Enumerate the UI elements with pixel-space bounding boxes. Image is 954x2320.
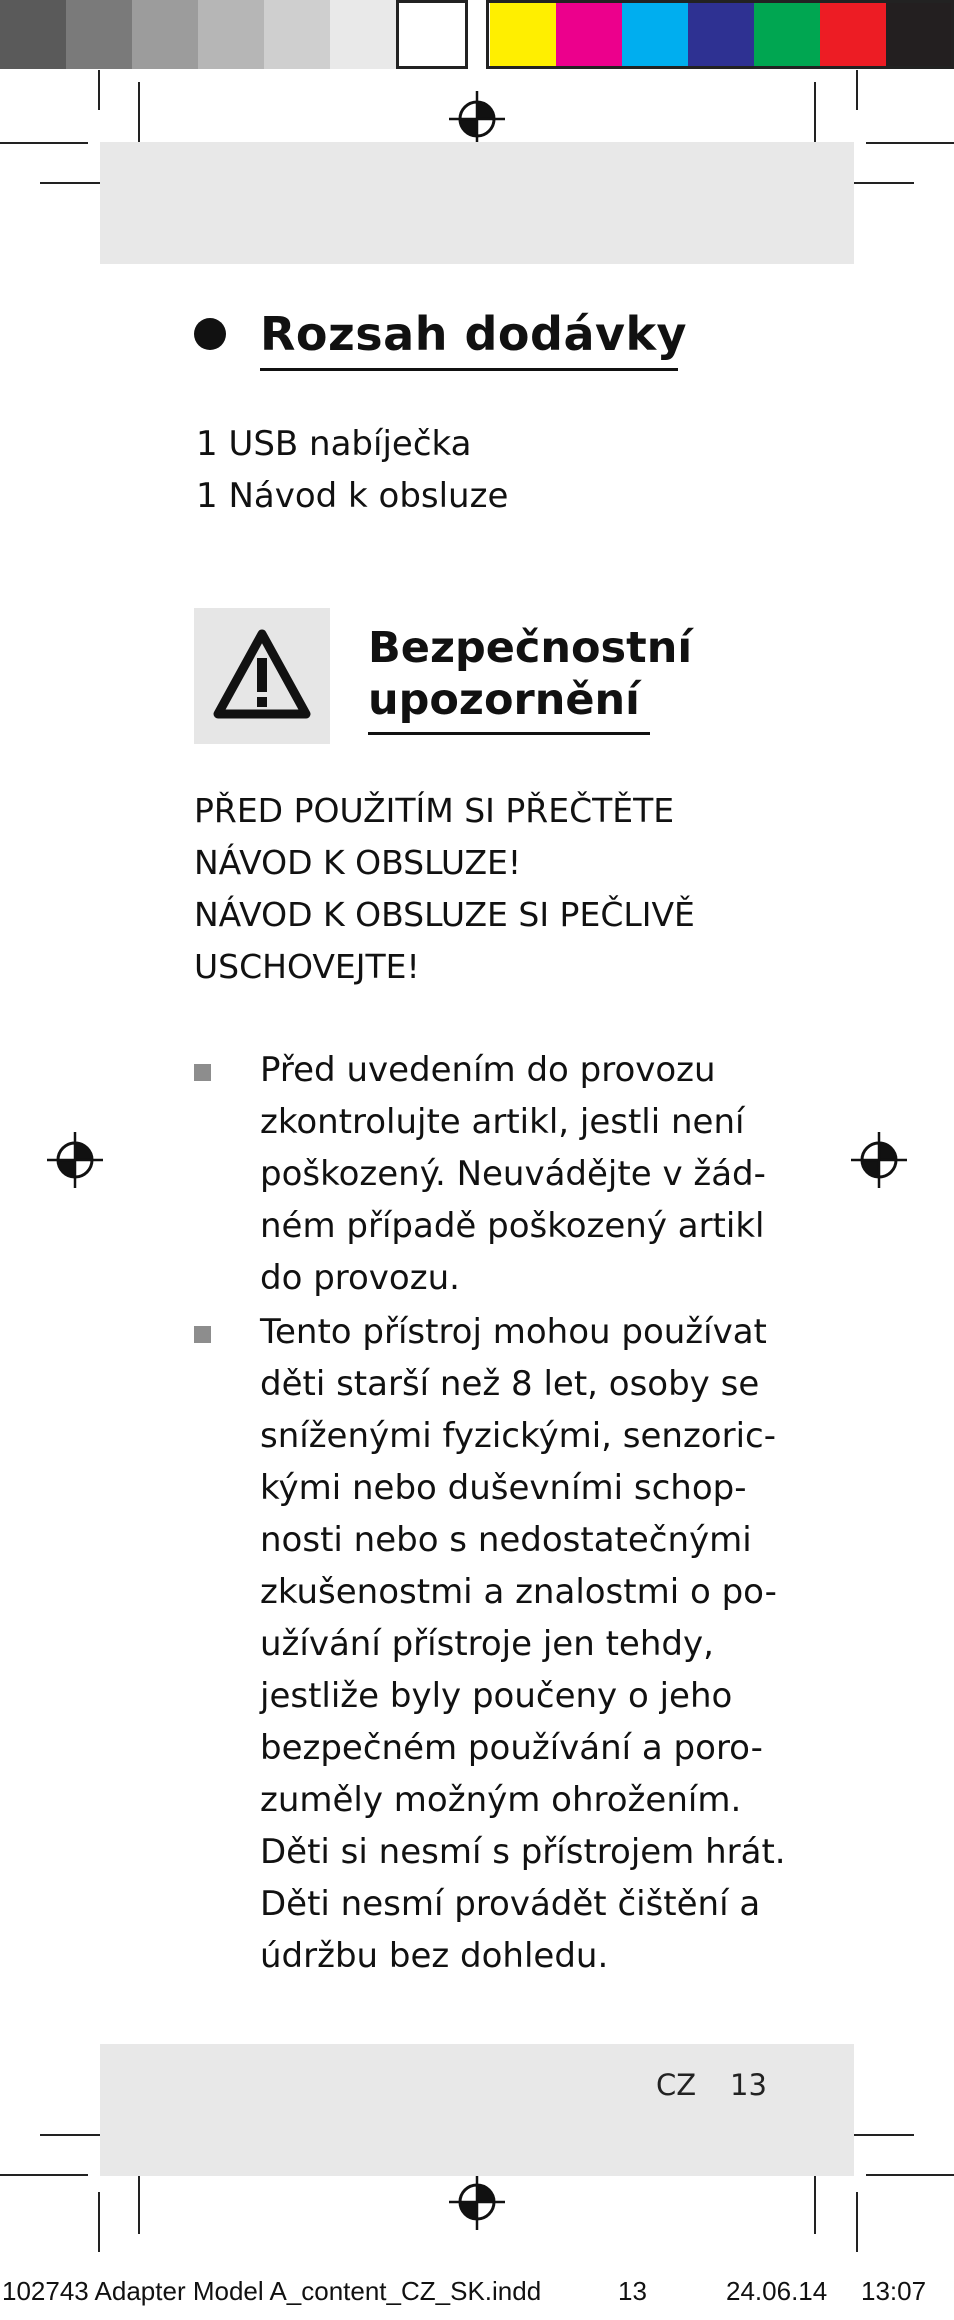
bullet-text-line: údržbu bez dohledu. <box>260 1936 609 1976</box>
bullet-text-line: kými nebo duševními schop- <box>260 1468 747 1508</box>
color-swatch <box>330 0 396 69</box>
bullet-text-line: užívání přístroje jen tehdy, <box>260 1624 714 1664</box>
page-number: 13 <box>730 2068 767 2102</box>
footer-grey-area <box>100 2044 854 2176</box>
bullet-text-line: zkušenostmi a znalostmi o po- <box>260 1572 777 1612</box>
title-underline <box>260 368 678 371</box>
registration-mark-icon <box>851 1132 907 1188</box>
color-swatch <box>0 0 66 69</box>
color-swatch <box>132 0 198 69</box>
bullet-text-line: děti starší než 8 let, osoby se <box>260 1364 760 1404</box>
bullet-text-line: sníženými fyzickými, senzoric- <box>260 1416 776 1456</box>
color-swatch <box>66 0 132 69</box>
header-grey-area <box>100 142 854 264</box>
page-language: CZ <box>656 2068 697 2102</box>
registration-mark-icon <box>449 91 505 147</box>
caps-warning-line: USCHOVEJTE! <box>194 947 420 986</box>
caps-warning-line: PŘED POUŽITÍM SI PŘEČTĚTE <box>194 791 675 830</box>
footer-time: 13:07 <box>861 2276 927 2306</box>
bullet-text-line: do provozu. <box>260 1258 460 1298</box>
heading-bullet <box>194 318 226 350</box>
bullet-square-icon <box>194 1326 211 1343</box>
section-title-safety-line1: Bezpečnostní <box>368 623 693 673</box>
bullet-text-line: jestliže byly poučeny o jeho <box>260 1676 733 1716</box>
footer-date: 24.06.14 <box>726 2276 828 2306</box>
bullet-text-line: Před uvedením do provozu <box>260 1050 716 1090</box>
title-underline <box>368 732 650 735</box>
color-swatch <box>198 0 264 69</box>
caps-warning-line: NÁVOD K OBSLUZE! <box>194 843 522 882</box>
color-swatch <box>264 0 330 69</box>
warning-triangle-icon <box>194 608 330 744</box>
section-title-safety-line2: upozornění <box>368 675 640 725</box>
registration-mark-icon <box>47 1132 103 1188</box>
registration-mark-icon <box>449 2174 505 2230</box>
bullet-text-line: Děti nesmí provádět čištění a <box>260 1884 761 1924</box>
bullet-text-line: poškozený. Neuvádějte v žád- <box>260 1154 766 1194</box>
bullet-text-line: Děti si nesmí s přístrojem hrát. <box>260 1832 786 1872</box>
footer-filename: 102743 Adapter Model A_content_CZ_SK.indd <box>2 2276 542 2306</box>
bullet-text-line: zkontrolujte artikl, jestli není <box>260 1102 745 1142</box>
section-title-delivery: Rozsah dodávky <box>260 307 688 361</box>
delivery-item: 1 Návod k obsluze <box>196 476 509 516</box>
warning-icon-box <box>194 608 330 744</box>
white-swatch-border <box>396 0 468 69</box>
bullet-text-line: Tento přístroj mohou používat <box>260 1312 767 1352</box>
caps-warning-line: NÁVOD K OBSLUZE SI PEČLIVĚ <box>194 895 695 934</box>
bullet-text-line: nosti nebo s nedostatečnými <box>260 1520 752 1560</box>
bullet-text-line: zuměly možným ohrožením. <box>260 1780 742 1820</box>
color-swatch-border <box>486 0 954 69</box>
bullet-text-line: ném případě poškozený artikl <box>260 1206 765 1246</box>
bullet-square-icon <box>194 1064 211 1081</box>
bullet-text-line: bezpečném používání a poro- <box>260 1728 763 1768</box>
delivery-item: 1 USB nabíječka <box>196 424 472 464</box>
footer-page: 13 <box>618 2276 647 2306</box>
